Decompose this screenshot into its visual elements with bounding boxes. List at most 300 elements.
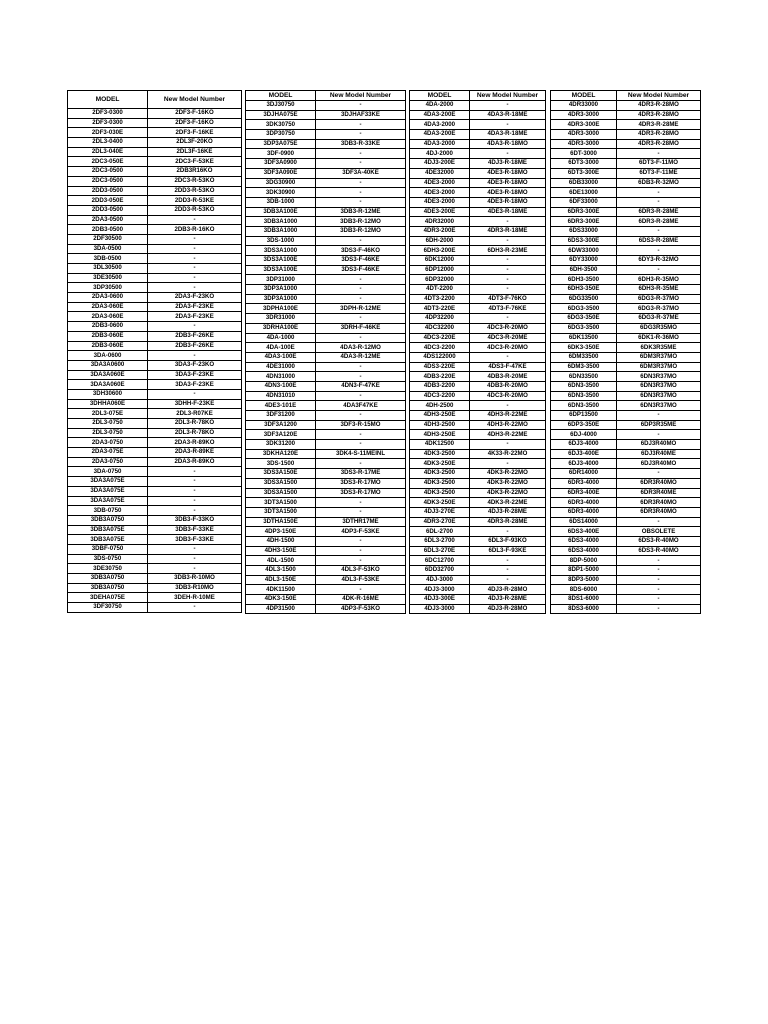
table-row (410, 217, 546, 227)
model-cross-reference-sheet (67, 90, 700, 698)
new-model-cell: - (316, 236, 406, 246)
table-row (410, 411, 546, 421)
old-model-cell: 6DL-2700 (410, 527, 470, 537)
old-model-cell: 6DH-3500 (551, 265, 617, 275)
table-row (246, 304, 406, 314)
old-model-cell: 6DT3-300E (551, 168, 617, 178)
table-row (410, 391, 546, 401)
table-row (68, 448, 242, 458)
old-model-cell: 4DJ3-3000 (410, 604, 470, 614)
new-model-cell: - (617, 556, 701, 566)
old-model-cell: 4DH-1500 (246, 536, 316, 546)
new-model-cell: - (316, 362, 406, 372)
table-row (246, 159, 406, 169)
new-model-cell: - (617, 246, 701, 256)
new-model-cell: - (470, 275, 546, 285)
old-model-cell: 3DE30500 (68, 273, 148, 283)
old-model-cell: 6DJ3-4000 (551, 440, 617, 450)
new-model-cell: - (148, 544, 242, 554)
new-model-number-header: New Model Number (617, 91, 701, 101)
model-header: MODEL (246, 91, 316, 101)
old-model-cell: 6DR3-4000 (551, 478, 617, 488)
table-row (551, 323, 701, 333)
table-row (246, 285, 406, 295)
table-row (246, 478, 406, 488)
table-row (551, 420, 701, 430)
new-model-cell: - (617, 604, 701, 614)
table-row (410, 256, 546, 266)
table-row (410, 101, 546, 111)
new-model-cell: - (316, 498, 406, 508)
new-model-cell: - (617, 411, 701, 421)
old-model-cell: 6DG3-350E (551, 314, 617, 324)
model-table-4 (550, 90, 701, 614)
old-model-cell: 3DK31200 (246, 440, 316, 450)
table-row (68, 302, 242, 312)
model-table-3 (409, 90, 546, 614)
new-model-cell: - (148, 351, 242, 361)
new-model-cell: 4DH3-R-22MO (470, 420, 546, 430)
new-model-number-header: New Model Number (316, 91, 406, 101)
table-row (246, 430, 406, 440)
old-model-cell: 8DS-6000 (551, 585, 617, 595)
old-model-cell: 8DP-5000 (551, 556, 617, 566)
table-row (68, 370, 242, 380)
table-row (246, 265, 406, 275)
new-model-cell: - (470, 217, 546, 227)
new-model-cell: 6DN3R37MO (617, 401, 701, 411)
table-row (551, 197, 701, 207)
table-row (551, 498, 701, 508)
old-model-cell: 2DF3-0300 (68, 118, 148, 128)
new-model-cell: - (148, 234, 242, 244)
table-row (246, 362, 406, 372)
new-model-cell: - (316, 120, 406, 130)
old-model-cell: 4DN3-100E (246, 381, 316, 391)
old-model-cell: 2DD3-0500 (68, 205, 148, 215)
old-model-cell: 3DS3A100E (246, 265, 316, 275)
table-row (246, 556, 406, 566)
old-model-cell: 6DT3-3000 (551, 159, 617, 169)
table-row (551, 226, 701, 236)
new-model-cell: 2DC3-R-53KO (148, 176, 242, 186)
new-model-cell: 6DG3R35MO (617, 323, 701, 333)
old-model-cell: 4DK3-150E (246, 595, 316, 605)
table-row (68, 380, 242, 390)
old-model-cell: 4DT-2200 (410, 285, 470, 295)
old-model-cell: 6DT-3000 (551, 149, 617, 159)
new-model-cell: - (316, 333, 406, 343)
table-row (246, 604, 406, 614)
new-model-cell: 4DA3F47KE (316, 401, 406, 411)
old-model-cell: 6DK3-350E (551, 343, 617, 353)
table-row (68, 525, 242, 535)
old-model-cell: 3DB-1000 (246, 197, 316, 207)
table-row (246, 197, 406, 207)
table-row (68, 409, 242, 419)
old-model-cell: 3DS3A1500 (246, 478, 316, 488)
new-model-cell: 6DR3R40MO (617, 498, 701, 508)
old-model-cell: 3DT3A1500 (246, 498, 316, 508)
new-model-cell: 2DD3-R-53KE (148, 196, 242, 206)
old-model-cell: 2DF3-030E (68, 128, 148, 138)
table-row (68, 331, 242, 341)
table-row (68, 234, 242, 244)
table-row (551, 566, 701, 576)
new-model-cell: 4DR3-R-18ME (470, 226, 546, 236)
table-row (246, 440, 406, 450)
old-model-cell: 4DK11500 (246, 585, 316, 595)
new-model-cell: 6DJ3R40MO (617, 459, 701, 469)
new-model-cell: - (617, 265, 701, 275)
table-row (551, 536, 701, 546)
new-model-cell: 4DA3-R-18MO (470, 139, 546, 149)
old-model-cell: 6DC12700 (410, 556, 470, 566)
old-model-cell: 4DS3-220E (410, 362, 470, 372)
new-model-cell: 4DA3-R-18ME (470, 130, 546, 140)
old-model-cell: 6DP13500 (551, 411, 617, 421)
old-model-cell: 2DA3-075E (68, 448, 148, 458)
new-model-cell: - (148, 506, 242, 516)
table-row (551, 556, 701, 566)
old-model-cell: 4DR33000 (551, 101, 617, 111)
new-model-cell: - (617, 469, 701, 479)
new-model-cell: 4DH3-R-22ME (470, 411, 546, 421)
new-model-cell: 4DJ3-R-28MO (470, 585, 546, 595)
old-model-cell: 4DR3-3000 (551, 130, 617, 140)
old-model-cell: 6DN3-3500 (551, 391, 617, 401)
model-header: MODEL (551, 91, 617, 101)
table-row (246, 372, 406, 382)
old-model-cell: 4DE3-101E (246, 401, 316, 411)
table-row (410, 449, 546, 459)
new-model-cell: 4DJ3-R-28MO (470, 604, 546, 614)
table-row (246, 459, 406, 469)
table-row (68, 360, 242, 370)
old-model-cell: 6DJ3-400E (551, 449, 617, 459)
new-model-cell: 3DEH-R-10ME (148, 593, 242, 603)
new-model-cell: 2DD3-R-53KO (148, 205, 242, 215)
table-row (246, 507, 406, 517)
table-row (68, 147, 242, 157)
old-model-cell: 3DF-0900 (246, 149, 316, 159)
old-model-cell: 4DK3-2500 (410, 469, 470, 479)
new-model-cell: - (316, 459, 406, 469)
new-model-cell: - (470, 256, 546, 266)
new-model-cell: 4DJ3-R-18ME (470, 159, 546, 169)
new-model-cell: 6DL3-F-93KO (470, 536, 546, 546)
table-row (68, 554, 242, 564)
table-row (551, 256, 701, 266)
old-model-cell: 3DP30500 (68, 283, 148, 293)
table-row (246, 585, 406, 595)
old-model-cell: 6DS3-4000 (551, 536, 617, 546)
table-row (68, 167, 242, 177)
table-row (551, 575, 701, 585)
table-row (68, 496, 242, 506)
new-model-cell: 2DF3-F-16KO (148, 109, 242, 119)
table-row (551, 188, 701, 198)
old-model-cell: 6DN3-3500 (551, 401, 617, 411)
new-model-cell: 4DS3-F-47KE (470, 362, 546, 372)
new-model-cell: 4DT3-F-76KE (470, 304, 546, 314)
old-model-cell: 6DJ3-4000 (551, 459, 617, 469)
table-row (246, 130, 406, 140)
old-model-cell: 4DP3-150E (246, 527, 316, 537)
table-row (410, 188, 546, 198)
table-row (410, 595, 546, 605)
new-model-cell: 6DG3-R-37MO (617, 294, 701, 304)
table-row (246, 343, 406, 353)
old-model-cell: 2DB3-0600 (68, 322, 148, 332)
old-model-cell: 6DH-2000 (410, 236, 470, 246)
table-row (410, 120, 546, 130)
old-model-cell: 2DB3-0500 (68, 225, 148, 235)
table-row (551, 449, 701, 459)
table-row (551, 178, 701, 188)
old-model-cell: 4DE3-2000 (410, 197, 470, 207)
new-model-cell: - (470, 285, 546, 295)
old-model-cell: 2DA3-060E (68, 302, 148, 312)
new-model-cell: 3DB3-F-33KE (148, 525, 242, 535)
table-row (68, 196, 242, 206)
table-row (68, 389, 242, 399)
table-row (410, 226, 546, 236)
old-model-cell: 8DP3-5000 (551, 575, 617, 585)
table-row (246, 120, 406, 130)
old-model-cell: 6DH3-350E (551, 285, 617, 295)
old-model-cell: 6DG3-3500 (551, 323, 617, 333)
new-model-cell: 3DB3-F-33KO (148, 515, 242, 525)
old-model-cell: 6DH3-3500 (551, 275, 617, 285)
new-model-cell: 4DP3-F-53KE (316, 527, 406, 537)
old-model-cell: 2DA3-0600 (68, 293, 148, 303)
old-model-cell: 3DJHA075E (246, 110, 316, 120)
new-model-cell: 4DN3-F-47KE (316, 381, 406, 391)
new-model-cell: 3DA3-F-23KE (148, 380, 242, 390)
new-model-cell: 3DS3-R-17MO (316, 478, 406, 488)
old-model-cell: 4DL3-1500 (246, 566, 316, 576)
table-row (410, 178, 546, 188)
table-row (551, 285, 701, 295)
new-model-cell: 2DB3R16KO (148, 167, 242, 177)
new-model-cell: - (470, 459, 546, 469)
old-model-cell: 6DL3-270E (410, 546, 470, 556)
new-model-cell: - (470, 566, 546, 576)
table-row (551, 217, 701, 227)
table-row (410, 285, 546, 295)
old-model-cell: 3DEHA075E (68, 593, 148, 603)
new-model-cell: - (316, 430, 406, 440)
new-model-cell: 2DL3F-16KE (148, 147, 242, 157)
new-model-cell: - (316, 391, 406, 401)
new-model-cell: 6DL3-F-93KE (470, 546, 546, 556)
old-model-cell: 3DA3A075E (68, 477, 148, 487)
new-model-cell: - (316, 101, 406, 111)
table-row (246, 236, 406, 246)
table-row (246, 246, 406, 256)
new-model-cell: - (148, 486, 242, 496)
new-model-cell: 2DA3-F-23KE (148, 312, 242, 322)
new-model-cell: 4DR3-R-28ME (617, 120, 701, 130)
table-row (410, 246, 546, 256)
table-row (246, 411, 406, 421)
old-model-cell: 2DL3-0750 (68, 428, 148, 438)
old-model-cell: 3DB3A1000 (246, 226, 316, 236)
table-row (246, 168, 406, 178)
new-model-cell: - (470, 314, 546, 324)
table-row (68, 351, 242, 361)
old-model-cell: 3DG30900 (246, 178, 316, 188)
new-model-cell: - (148, 264, 242, 274)
old-model-cell: 3DA3A0600 (68, 360, 148, 370)
old-model-cell: 6DK13500 (551, 333, 617, 343)
table-row (551, 469, 701, 479)
old-model-cell: 2DC3-0500 (68, 167, 148, 177)
old-model-cell: 3DBF-0750 (68, 544, 148, 554)
old-model-cell: 3DK30900 (246, 188, 316, 198)
new-model-cell: 2DA3-R-89KO (148, 438, 242, 448)
old-model-cell: 3DB3A1000 (246, 217, 316, 227)
old-model-cell: 3DB3A0750 (68, 583, 148, 593)
new-model-cell: 4DE3-R-18MO (470, 178, 546, 188)
table-row (551, 459, 701, 469)
table-row (410, 265, 546, 275)
old-model-cell: 4DC3-220E (410, 333, 470, 343)
old-model-cell: 8DP1-5000 (551, 566, 617, 576)
new-model-cell: 3DA3-F-23KO (148, 360, 242, 370)
table-row (410, 343, 546, 353)
old-model-cell: 3DA3A075E (68, 486, 148, 496)
table-row (551, 265, 701, 275)
table-row (246, 275, 406, 285)
model-header: MODEL (410, 91, 470, 101)
old-model-cell: 3DS3A1500 (246, 488, 316, 498)
new-model-cell: 4DB3-R-20MO (470, 381, 546, 391)
old-model-cell: 2DC3-050E (68, 157, 148, 167)
new-model-cell: 2DA3-R-89KO (148, 457, 242, 467)
old-model-cell: 6DN33500 (551, 372, 617, 382)
table-row (410, 478, 546, 488)
table-row (246, 391, 406, 401)
table-row (410, 139, 546, 149)
old-model-cell: 3DB3A100E (246, 207, 316, 217)
table-row (551, 159, 701, 169)
new-model-cell: 6DP3R35ME (617, 420, 701, 430)
table-row (246, 527, 406, 537)
table-row (551, 440, 701, 450)
new-model-cell: 4DP3-F-53KO (316, 604, 406, 614)
new-model-cell: 3DB3-R-10MO (148, 574, 242, 584)
table-row (551, 372, 701, 382)
old-model-cell: 3DS-0750 (68, 554, 148, 564)
old-model-cell: 6DS3-400E (551, 527, 617, 537)
table-row (410, 110, 546, 120)
old-model-cell: 6DR3-300E (551, 207, 617, 217)
table-row (410, 420, 546, 430)
table-row (68, 176, 242, 186)
new-model-cell: 4DC3-R-20MO (470, 323, 546, 333)
table-row (68, 477, 242, 487)
table-row (551, 236, 701, 246)
table-row (246, 595, 406, 605)
new-model-cell: - (316, 197, 406, 207)
old-model-cell: 4DL3-150E (246, 575, 316, 585)
new-model-cell: - (316, 536, 406, 546)
old-model-cell: 2DA3-0750 (68, 457, 148, 467)
new-model-cell: - (470, 236, 546, 246)
new-model-cell: 3DF3A-40KE (316, 168, 406, 178)
table-row (68, 593, 242, 603)
new-model-cell: 4DT3-F-76KO (470, 294, 546, 304)
old-model-cell: 3DS3A1000 (246, 246, 316, 256)
table-row (246, 101, 406, 111)
old-model-cell: 4DN31000 (246, 372, 316, 382)
new-model-cell: 6DN3R37MO (617, 391, 701, 401)
new-model-cell: 3DHH-F-23KE (148, 399, 242, 409)
table-row (68, 128, 242, 138)
table-row (410, 498, 546, 508)
new-model-cell: - (617, 575, 701, 585)
old-model-cell: 4DA-1000 (246, 333, 316, 343)
new-model-cell: - (316, 585, 406, 595)
old-model-cell: 2DC3-0500 (68, 176, 148, 186)
old-model-cell: 4DE32000 (410, 168, 470, 178)
new-model-cell: 6DH3-R-35MO (617, 275, 701, 285)
new-model-number-header: New Model Number (470, 91, 546, 101)
table-row (410, 197, 546, 207)
new-model-cell: 4DR3-R-28MO (617, 101, 701, 111)
old-model-cell: 3DF3A1200 (246, 420, 316, 430)
old-model-cell: 4DA3-100E (246, 352, 316, 362)
new-model-cell: - (470, 401, 546, 411)
table-row (551, 507, 701, 517)
table-row (68, 428, 242, 438)
table-row (410, 207, 546, 217)
new-model-cell: - (617, 566, 701, 576)
new-model-cell: - (316, 178, 406, 188)
new-model-cell: 4DK3-R-22MO (470, 488, 546, 498)
new-model-cell: 2DF3-F-16KO (148, 118, 242, 128)
new-model-cell: 6DM3R37MO (617, 352, 701, 362)
table-row (68, 264, 242, 274)
new-model-number-header: New Model Number (148, 91, 242, 109)
old-model-cell: 3DA3A075E (68, 496, 148, 506)
table-row (68, 564, 242, 574)
new-model-cell: 4DC3-R-20ME (470, 333, 546, 343)
old-model-cell: 6DD32700 (410, 566, 470, 576)
old-model-cell: 3DP3A1000 (246, 294, 316, 304)
table-row (410, 488, 546, 498)
old-model-cell: 4DA-2000 (410, 101, 470, 111)
table-row (246, 566, 406, 576)
old-model-cell: 4DH3-150E (246, 546, 316, 556)
table-row (551, 430, 701, 440)
new-model-cell: - (470, 265, 546, 275)
new-model-cell: - (470, 120, 546, 130)
old-model-cell: 4DE3-2000 (410, 178, 470, 188)
table-row (246, 226, 406, 236)
new-model-cell: - (148, 254, 242, 264)
new-model-cell: - (148, 283, 242, 293)
new-model-cell: - (148, 273, 242, 283)
old-model-cell: 6DM33500 (551, 352, 617, 362)
old-model-cell: 4DH-2500 (410, 401, 470, 411)
new-model-cell: 3DRH-F-46KE (316, 323, 406, 333)
old-model-cell: 6DG3-3500 (551, 304, 617, 314)
old-model-cell: 4DP31500 (246, 604, 316, 614)
new-model-cell: 6DR3-R-28ME (617, 217, 701, 227)
